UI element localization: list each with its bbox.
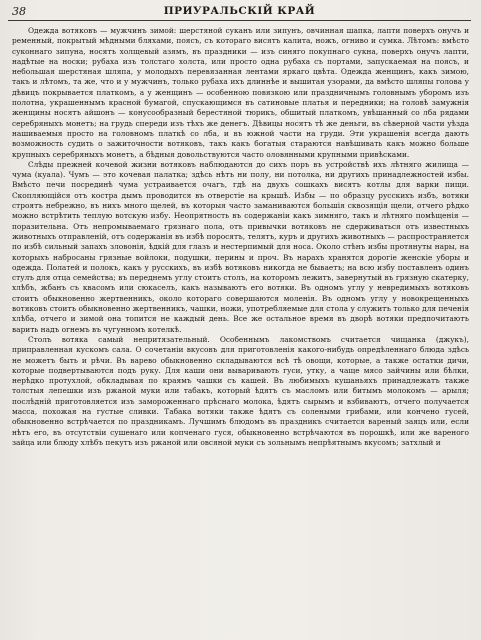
- paragraph-clothing: Одежда вотяковъ — мужчинъ зимой: шерстяной суканъ или зипунъ, овчинная шапка, лапти поверхъ онучъ и ременный, покрытый мѣдными бляхами, поясъ, съ котораго висятъ калита, ножъ, огниво и сумка. Лѣтомъ: вмѣсто суконнаго зипуна, носятъ холщевый азямъ, въ праздники — изъ синяго покупнаго сукна, поверхъ онучъ лапти, надѣтые на носки; рубаха изъ толстаго холста, или просто одна рубаха съ портами, запускаемая на поясъ, и небольшая шерстяная шляпа, у молодыхъ перевязанная лентами яркаго цвѣта. Одежда женщинъ, какъ зимою, такъ и лѣтомъ, та же, что и у мужчинъ, только рубаха ихъ длиннѣе и вышитая узорами, да вмѣсто шляпы голова у дѣвицъ покрывается платкомъ, а у женщинъ — особенною повязкою или праздничнымъ головнымъ уборомъ изъ полотна, украшеннымъ красной бумагой, спускающимся въ сатиновые платья и передники; на головѣ замужнія женщины носятъ айшонъ — конусообразный берестяной тюрикъ, обшитый платкомъ, увѣшанный со лба рядами серебряныхъ монетъ; на грудь спереди изъ тѣхъ же денегъ. Дѣвицы носятъ тѣ же деньги, въ сѣверной части уѣзда нашиваемыя просто на головномъ платкѣ со лба, и въ южной части на груди. Эти украшенія всегда даютъ возможность судить о зажиточности вотяковъ, такъ какъ богатыя стараются навѣшивать какъ можно больше крупныхъ серебряныхъ монетъ, а бѣдныя довольствуются часто оловянными крупными привѣсками.: [12, 26, 469, 159]
- paragraph-food: Столъ вотяка самый непритязательный. Особеннымъ лакомствомъ считается чищанка (джукъ), приправленная кускомъ сала. О сочетаніи вкусовъ для приготовленія какого-нибудь опредѣленнаго блюда здѣсь не можетъ быть и рѣчи. Въ варево обыкновенно складываются всѣ тѣ овощи, которые, а также остатки дичи, которые подвертываются подъ руку. Для каши они вываривають гуси, утку, а чаще мясо зайчины или бѣлки, нерѣдко протухлой, обкладывая по краямъ чашки съ кашей. Въ любимыхъ кушаньяхъ принадлежатъ также толстыя лепешки изъ ржаной муки или табакъ, который ѣдятъ съ масломъ или битымъ молокомъ — арыля; послѣдній приготовляется изъ замороженнаго прѣснаго молока, ѣдятъ сырымъ и взбиваютъ, отчего получается масса, похожая на густые сливки. Табака вотяки также ѣдятъ съ солеными грибами, или кончено гусей, обыкновенно встрѣчается по праздникамъ. Лучшимъ блюдомъ въ праздникъ считается вареный заяцъ или, если нѣтъ его, въ отсутствіи сушенаго или копченаго гуся, обыкновенно встрѣчаются въ порошкѣ, или же вареного зайца или блюду хлѣбъ пекутъ изъ ржаной или овсяной муки съ зольнымъ непрѣятнымъ вкусомъ; затхлый и: [12, 334, 469, 447]
- page-number: 38: [12, 5, 26, 18]
- running-title: ПРИУРАЛЬСКІЙ КРАЙ: [163, 5, 316, 17]
- body-text: [12, 26, 469, 448]
- header-rule: [8, 20, 471, 21]
- paragraph-dwelling: Слѣды прежней кочевой жизни вотяковъ наблюдаются до сихъ поръ въ устройствѣ ихъ лѣтняго жилища — чума (куала). Чумъ — это кочевая палатка; здѣсь нѣтъ ни полу, ни потолка, ни другихъ принадлежностей избы. Вмѣсто печи посрединѣ чума устраивается очагъ, гдѣ на двухъ сошкахъ висятъ котлы для варки пищи. Скопляющійся отъ костра дымъ проводится въ отверстіе на крышѣ. Избы — по образцу русскихъ избъ, вотяки строятъ небрежно, въ нихъ много щелей, въ которыя часто заманиваются большія сквозящія щели, отчего рѣдко можно встрѣтить теплую вотскую избу. Неопрятность въ содержаніи какъ зимняго, такъ и лѣтняго помѣщенія — поразительна. Отъ непромываемаго грязнаго пола, отъ привычки вотяковъ не сдерживаться отъ известныхъ животныхъ отправленій, отъ содержанія въ избѣ поросятъ, телятъ, куръ и другихъ животныхъ — распространяется по избѣ сильный запахъ зловонія, ѣдкій для глазъ и нестерпимый для носа. Около стѣнъ избы протянуты нары, на которыхъ набросаны грязные войлоки, подушки, перины и проч. Въ нарахъ хранятся дорогіе женскіе уборы и одежда. Полатей и полокъ, какъ у русскихъ, въ избѣ вотяковъ никогда не бываетъ; на всю избу поставленъ одинъ стулъ для отца семейства; въ переднемъ углу стоитъ столъ, на которомъ лежитъ, завернутый въ грязную скатерку, хлѣбъ, жбанъ съ квасомъ или сюкаселъ, какъ называютъ его вотяки. Въ одномъ углу у невредимыхъ вотяковъ стоитъ обыкновенно жертвенникъ, около котораго совершаются моленія. Въ одномъ углу у новокрещенныхъ вотяковъ стоитъ обыкновенно жертвенникъ, чашки, ножи, употребляемые для стола у служитъ только для печенія хлѣба, отчего и зимой она топится не каждый день. Все же остальное время въ дворѣ вотяки предпочитаютъ варить надъ огнемъ въ чугунномъ котелкѣ.: [12, 159, 469, 334]
